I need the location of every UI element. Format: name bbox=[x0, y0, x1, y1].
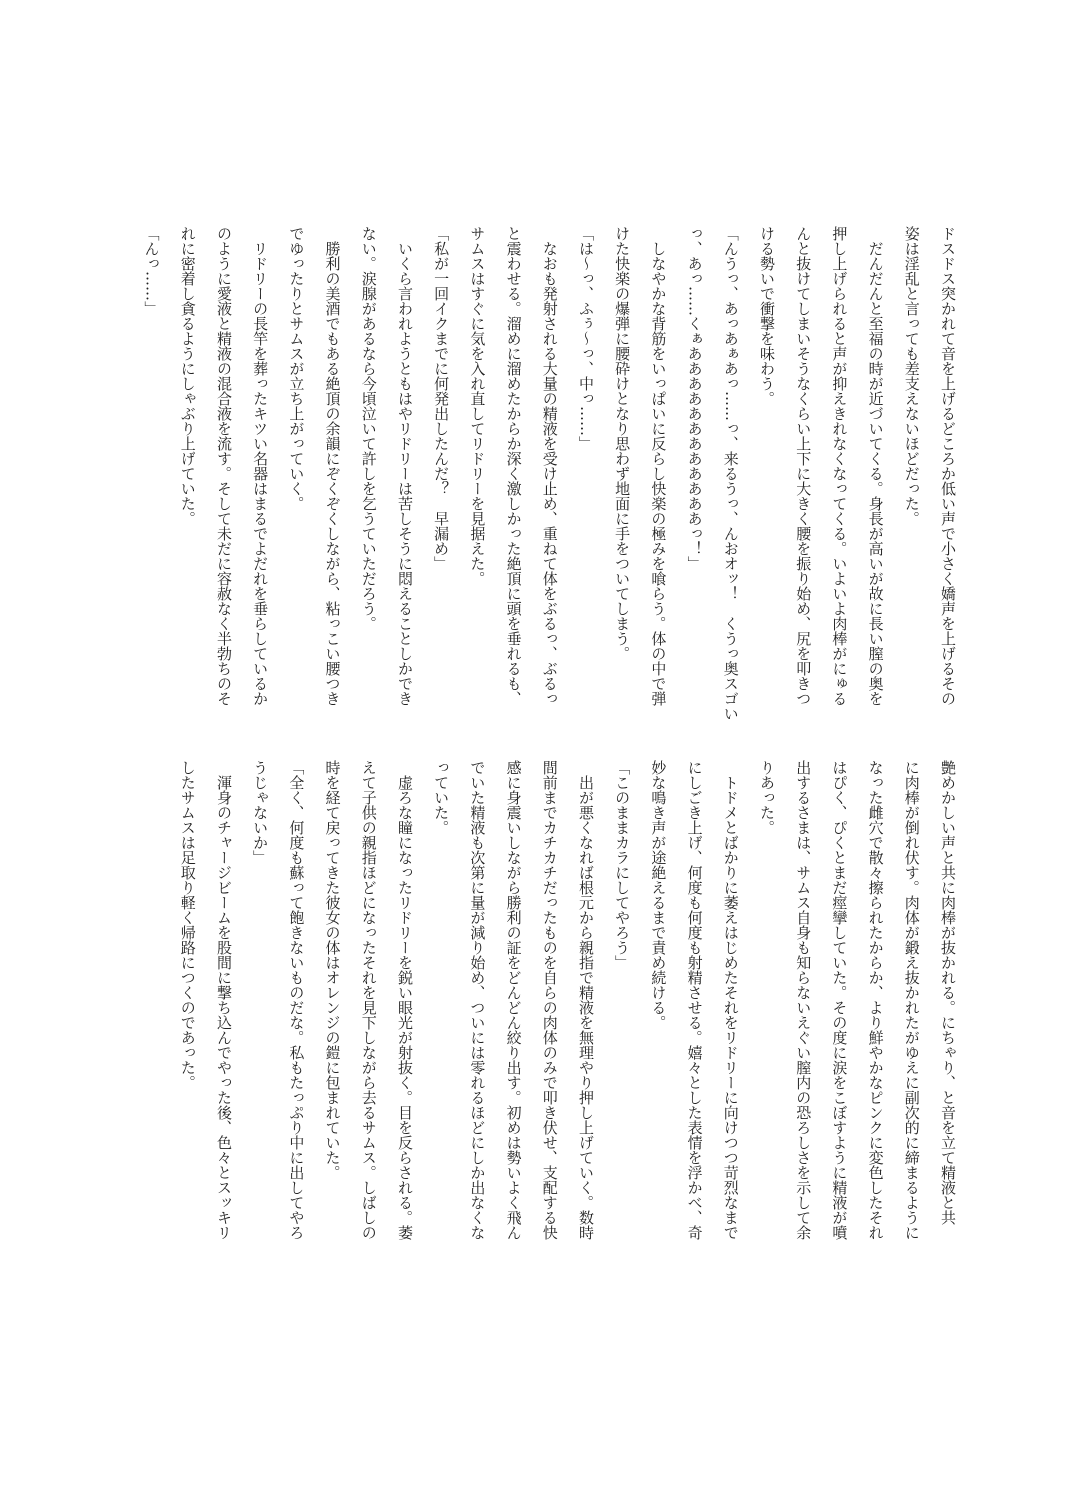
text-column: 「んうっ、あっあぁあっ……っ、来るうっ、んおオッ！ くうっ奥スゴい bbox=[721, 226, 740, 721]
text-column: したサムスは足取り軽く帰路につくのであった。 bbox=[178, 760, 197, 1090]
text-column: リドリーの長竿を葬ったキツい名器はまるでよだれを垂らしているか bbox=[251, 226, 270, 706]
text-column: んと抜けてしまいそうなくらい上下に大きく腰を振り始め、尻を叩きつ bbox=[794, 226, 813, 706]
text-column: 押し上げられると声が抑えきれなくなってくる。いよいよ肉棒がにゅる bbox=[830, 226, 849, 706]
text-column: にしごき上げ、何度も何度も射精させる。嬉々とした表情を浮かべ、奇 bbox=[685, 760, 704, 1240]
text-column: 姿は淫乱と言っても差支えないほどだった。 bbox=[902, 226, 921, 526]
text-column: れに密着し貪るようにしゃぶり上げていた。 bbox=[178, 226, 197, 526]
text-column: はぴく、ぴくとまだ痙攣していた。その度に涙をこぼすように精液が噴 bbox=[830, 760, 849, 1240]
text-column: えて子供の親指ほどになったそれを見下しながら去るサムス。しばしの bbox=[359, 760, 378, 1240]
text-column: っていた。 bbox=[432, 760, 451, 835]
text-column: けた快楽の爆弾に腰砕けとなり思わず地面に手をついてしまう。 bbox=[613, 226, 632, 661]
text-column: 勝利の美酒でもある絶頂の余韻にぞくぞくしながら、粘っこい腰つき bbox=[323, 226, 342, 706]
text-column: ける勢いで衝撃を味わう。 bbox=[757, 226, 776, 406]
text-block-upper bbox=[133, 226, 966, 721]
text-column: に肉棒が倒れ伏す。肉体が鍛え抜かれたがゆえに副次的に締まるように bbox=[902, 760, 921, 1240]
text-column: だんだんと至福の時が近づいてくる。身長が高いが故に長い膣の奥を bbox=[866, 226, 885, 706]
text-column: ドスドス突かれて音を上げるどころか低い声で小さく嬌声を上げるその bbox=[939, 226, 957, 706]
text-column: サムスはすぐに気を入れ直してリドリーを見据えた。 bbox=[468, 226, 487, 586]
text-column: しなやかな背筋をいっぱいに反らし快楽の極みを喰らう。体の中で弾 bbox=[649, 226, 668, 706]
text-column: 「私が一回イクまでに何発出したんだ？ 早漏め」 bbox=[432, 226, 451, 571]
text-column: と震わせる。溜めに溜めたからか深く激しかった絶頂に頭を垂れるも、 bbox=[504, 226, 523, 706]
text-column: 虚ろな瞳になったリドリーを鋭い眼光が射抜く。目を反らされる。萎 bbox=[395, 760, 414, 1240]
text-column: 艶めかしい声と共に肉棒が抜かれる。にちゃり、と音を立て精液と共 bbox=[939, 760, 957, 1225]
text-column: なった雌穴で散々擦られたからか、より鮮やかなピンクに変色したそれ bbox=[866, 760, 885, 1240]
text-column: 妙な鳴き声が途絶えるまで責め続ける。 bbox=[649, 760, 668, 1030]
text-column: 時を経て戻ってきた彼女の体はオレンジの鎧に包まれていた。 bbox=[323, 760, 342, 1180]
text-column: トドメとばかりに萎えはじめたそれをリドリーに向けつつ苛烈なまで bbox=[721, 760, 740, 1240]
text-column: 間前までカチカチだったものを自らの肉体のみで叩き伏せ、支配する快 bbox=[540, 760, 559, 1240]
text-block-lower bbox=[170, 760, 966, 1245]
text-column: いくら言われようともはやリドリーは苦しそうに悶えることしかでき bbox=[395, 226, 414, 706]
text-column: うじゃないか」 bbox=[251, 760, 270, 865]
text-column: 渾身のチャージビームを股間に撃ち込んでやった後、色々とスッキリ bbox=[214, 760, 233, 1240]
text-column: 出するさまは、サムス自身も知らないえぐい膣内の恐ろしさを示して余 bbox=[794, 760, 813, 1240]
text-column: 「んっ……」 bbox=[142, 226, 161, 316]
text-column: でいた精液も次第に量が減り始め、ついには零れるほどにしか出なくな bbox=[468, 760, 487, 1240]
text-column: 感に身震いしながら勝利の証をどんどん絞り出す。初めは勢いよく飛ん bbox=[504, 760, 523, 1240]
text-column: 出が悪くなれば根元から親指で精液を無理やり押し上げていく。数時 bbox=[576, 760, 595, 1240]
text-column: 「全く、何度も蘇って飽きないものだな。私もたっぷり中に出してやろ bbox=[287, 760, 306, 1240]
text-column: なおも発射される大量の精液を受け止め、重ねて体をぶるっ、ぶるっ bbox=[540, 226, 559, 706]
text-column: ない。涙腺があるなら今頃泣いて許しを乞うていただろう。 bbox=[359, 226, 378, 631]
text-column: りあった。 bbox=[757, 760, 776, 835]
text-column: 「このままカラにしてやろう」 bbox=[613, 760, 632, 970]
text-column: のように愛液と精液の混合液を流す。そして未だに容赦なく半勃ちのそ bbox=[214, 226, 233, 706]
text-column: っ、あっ……くぁああああああああああああっ！」 bbox=[685, 226, 704, 571]
text-column: 「は～っ、ふぅ～っ、中っ……」 bbox=[576, 226, 595, 451]
text-column: でゆったりとサムスが立ち上がっていく。 bbox=[287, 226, 306, 511]
